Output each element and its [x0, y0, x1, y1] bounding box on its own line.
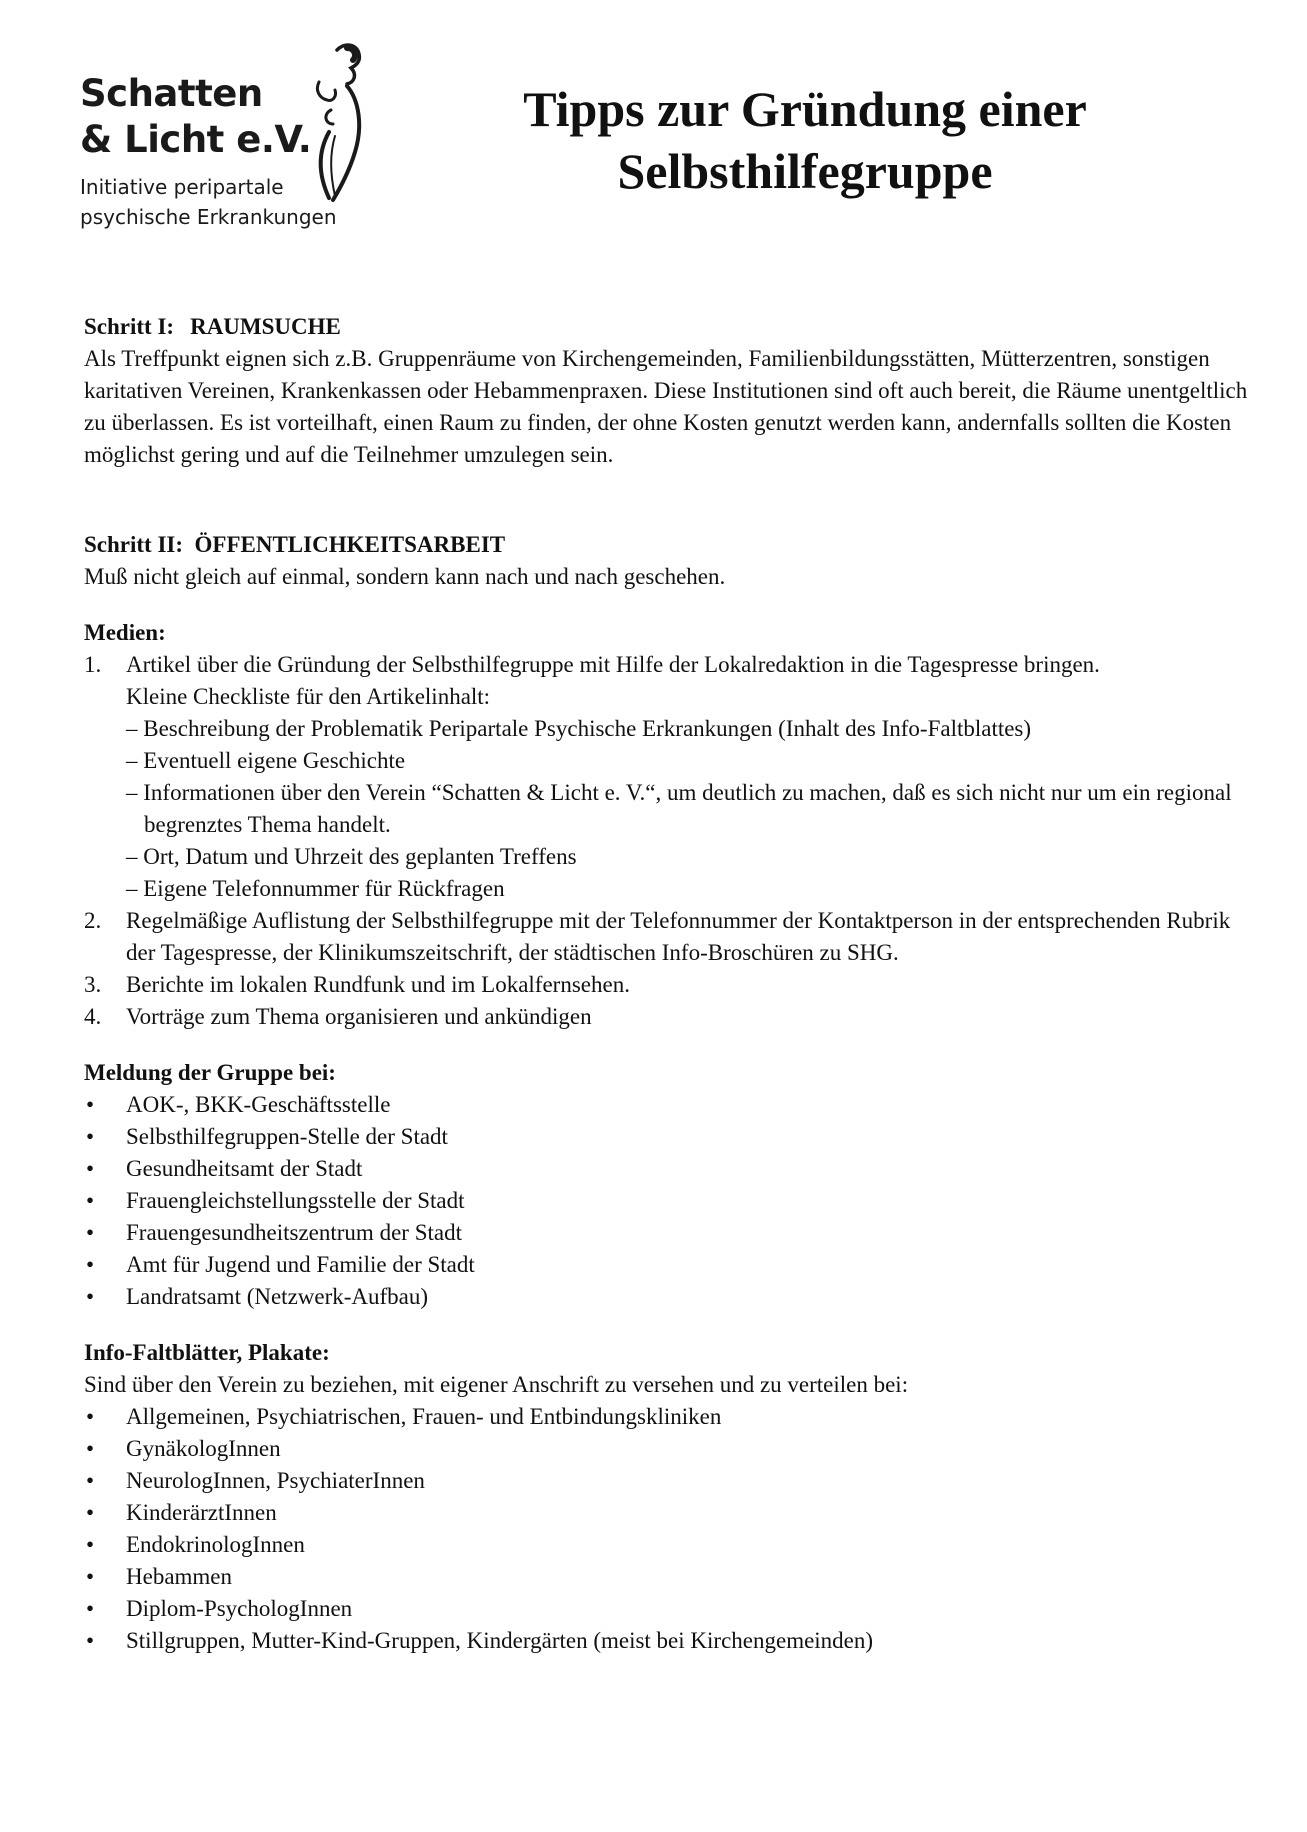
bullet-icon: • — [86, 1468, 95, 1493]
bullet-icon: • — [86, 1220, 95, 1245]
media-item-text: Regelmäßige Auflistung der Selbsthilfegruppe mit der Telefonnummer der Kontaktperson in der entsprechenden Rubrik der Tagespresse, der Klinikumszeitschrift, der städtischen Info-Broschüren zu SHG. — [126, 908, 1231, 965]
media-list-item — [84, 905, 1254, 969]
organization-logo — [80, 40, 380, 240]
list-item-text: Selbsthilfegruppen-Stelle der Stadt — [126, 1124, 448, 1149]
bullet-icon: • — [86, 1404, 95, 1429]
checklist-item: – Ort, Datum und Uhrzeit des geplanten Treffens — [126, 844, 577, 869]
media-list-item — [84, 649, 1254, 905]
list-item — [84, 1625, 1254, 1657]
article-checklist — [126, 713, 1254, 905]
mother-silhouette-icon — [285, 40, 380, 205]
list-item — [84, 1529, 1254, 1561]
list-item-text: Gesundheitsamt der Stadt — [126, 1156, 363, 1181]
list-item-text: Frauengleichstellungsstelle der Stadt — [126, 1188, 465, 1213]
bullet-icon: • — [86, 1284, 95, 1309]
document-body — [84, 311, 1254, 1657]
bullet-icon: • — [86, 1156, 95, 1181]
page-title-line2: Selbsthilfegruppe — [617, 143, 993, 199]
step2-label: Schritt II: — [84, 532, 184, 557]
checklist-item: – Eventuell eigene Geschichte — [126, 748, 406, 773]
media-heading: Medien: — [84, 620, 166, 645]
list-item — [84, 1561, 1254, 1593]
media-item-number: 4. — [84, 1004, 102, 1029]
list-item — [84, 1593, 1254, 1625]
bullet-icon: • — [86, 1628, 95, 1653]
bullet-icon: • — [86, 1092, 95, 1117]
step2-title: ÖFFENTLICHKEITSARBEIT — [194, 532, 506, 557]
list-item-text: Stillgruppen, Mutter-Kind-Gruppen, Kindergärten (meist bei Kirchengemeinden) — [126, 1628, 874, 1653]
bullet-icon: • — [86, 1188, 95, 1213]
logo-name-line2: & Licht e.V. — [80, 118, 312, 161]
step2-heading — [84, 529, 1254, 561]
list-item-text: NeurologInnen, PsychiaterInnen — [126, 1468, 425, 1493]
bullet-icon: • — [86, 1124, 95, 1149]
list-item — [84, 1433, 1254, 1465]
bullet-icon: • — [86, 1436, 95, 1461]
list-item — [84, 1121, 1254, 1153]
page-title-line1: Tipps zur Gründung einer — [523, 81, 1087, 137]
list-item-text: Frauengesundheitszentrum der Stadt — [126, 1220, 462, 1245]
list-item — [84, 1249, 1254, 1281]
checklist-intro: Kleine Checkliste für den Artikelinhalt: — [126, 684, 491, 709]
media-list — [84, 649, 1254, 1033]
list-item-text: Hebammen — [126, 1564, 233, 1589]
list-item-text: Landratsamt (Netzwerk-Aufbau) — [126, 1284, 429, 1309]
list-item — [84, 1089, 1254, 1121]
list-item-text: Diplom-PsychologInnen — [126, 1596, 353, 1621]
list-item — [84, 1217, 1254, 1249]
list-item — [84, 1185, 1254, 1217]
step1-paragraph: Als Treffpunkt eignen sich z.B. Gruppenräume von Kirchengemeinden, Familienbildungsstätten, Mütterzentren, sonstigen karitativen Vereinen, Krankenkassen oder Hebammenpraxen. Diese Institutionen sind oft auch bereit, die Räume unentgeltlich zu überlassen. Es ist vorteilhaft, einen Raum zu finden, der ohne Kosten genutzt werden kann, andernfalls sollten die Kosten möglichst gering und auf die Teilnehmer umzulegen sein. — [84, 346, 1248, 467]
registration-heading: Meldung der Gruppe bei: — [84, 1060, 336, 1085]
logo-subtitle-line1: Initiative peripartale — [80, 175, 284, 199]
step1-title: RAUMSUCHE — [190, 314, 341, 339]
media-item-number: 1. — [84, 652, 102, 677]
list-item — [84, 1401, 1254, 1433]
media-item-text: Vorträge zum Thema organisieren und ankündigen — [126, 1004, 592, 1029]
step1-label: Schritt I: — [84, 314, 175, 339]
media-list-item — [84, 1001, 1254, 1033]
registration-list — [84, 1089, 1254, 1313]
list-item — [84, 1281, 1254, 1313]
list-item-text: GynäkologInnen — [126, 1436, 281, 1461]
bullet-icon: • — [86, 1564, 95, 1589]
list-item — [84, 1465, 1254, 1497]
flyers-heading: Info-Faltblätter, Plakate: — [84, 1340, 330, 1365]
list-item-text: Allgemeinen, Psychiatrischen, Frauen- und Entbindungskliniken — [126, 1404, 722, 1429]
list-item-text: EndokrinologInnen — [126, 1532, 305, 1557]
list-item — [84, 1497, 1254, 1529]
bullet-icon: • — [86, 1532, 95, 1557]
media-item-text: Artikel über die Gründung der Selbsthilfegruppe mit Hilfe der Lokalredaktion in die Tagespresse bringen. — [126, 652, 1100, 677]
logo-name-line1: Schatten — [80, 72, 263, 115]
step2-paragraph: Muß nicht gleich auf einmal, sondern kann nach und nach geschehen. — [84, 564, 726, 589]
checklist-item: – Eigene Telefonnummer für Rückfragen — [126, 876, 505, 901]
flyers-intro: Sind über den Verein zu beziehen, mit eigener Anschrift zu versehen und zu verteilen bei: — [84, 1372, 909, 1397]
list-item-text: Amt für Jugend und Familie der Stadt — [126, 1252, 475, 1277]
media-item-number: 3. — [84, 972, 102, 997]
step1-heading — [84, 311, 1254, 343]
media-list-item — [84, 969, 1254, 1001]
list-item-text: AOK-, BKK-Geschäftsstelle — [126, 1092, 391, 1117]
list-item-text: KinderärztInnen — [126, 1500, 277, 1525]
checklist-item: – Informationen über den Verein “Schatten & Licht e. V.“, um deutlich zu machen, daß es sich nicht nur um ein regional begrenztes Thema handelt. — [126, 780, 1232, 837]
checklist-item: – Beschreibung der Problematik Peripartale Psychische Erkrankungen (Inhalt des Info-Faltblattes) — [126, 716, 1032, 741]
list-item — [84, 1153, 1254, 1185]
bullet-icon: • — [86, 1500, 95, 1525]
page-title — [400, 78, 1210, 202]
media-item-text: Berichte im lokalen Rundfunk und im Lokalfernsehen. — [126, 972, 630, 997]
distribution-list — [84, 1401, 1254, 1657]
bullet-icon: • — [86, 1596, 95, 1621]
bullet-icon: • — [86, 1252, 95, 1277]
media-item-number: 2. — [84, 908, 102, 933]
logo-subtitle-line2: psychische Erkrankungen — [80, 205, 337, 229]
